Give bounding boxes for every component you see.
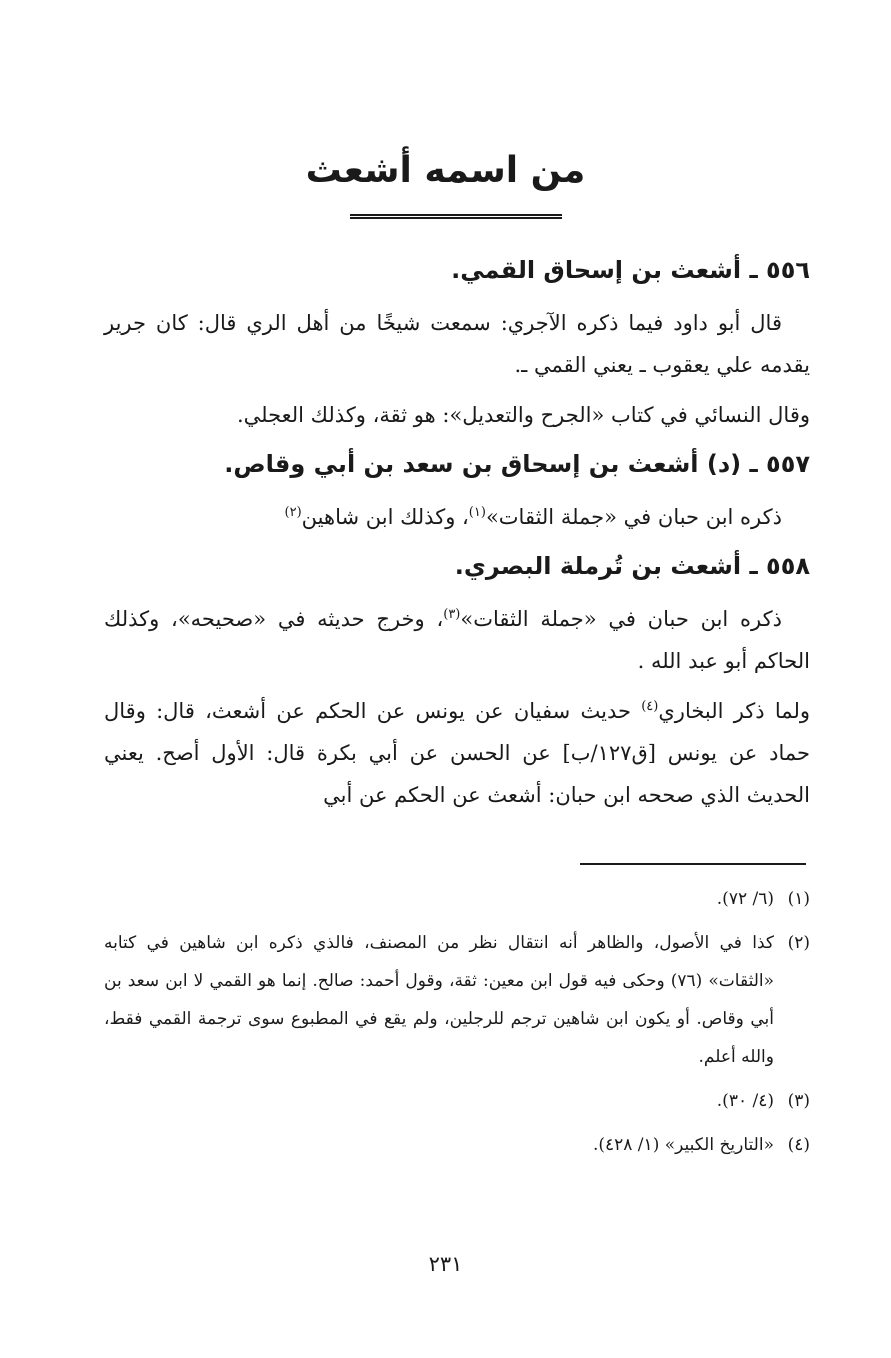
footnote-ref[interactable]: (٣) xyxy=(443,607,461,622)
footnotes xyxy=(104,880,810,1170)
entry-heading: ٥٥٧ ـ (د) أشعث بن إسحاق بن سعد بن أبي وقاص. xyxy=(224,450,810,478)
footnote-number: (٢) xyxy=(787,933,810,953)
footnote-number: (٤) xyxy=(787,1135,810,1155)
title-divider xyxy=(350,214,562,219)
footnote-item xyxy=(104,924,810,1076)
footnote-divider xyxy=(580,863,806,865)
paragraph-text: حديث سفيان عن يونس عن الحكم عن أشعث، قال: وقال حماد عن يونس [ق١٢٧/ب] عن الحسن عن أبي بكرة قال: الأول أصح. يعني الحديث الذي صححه ابن حبان: أشعث عن الحكم عن أبي xyxy=(104,699,810,807)
footnote-text: (٦/ ٧٢). xyxy=(716,889,774,909)
entry-heading: ٥٥٨ ـ أشعث بن تُرملة البصري. xyxy=(454,552,810,580)
entry-heading: ٥٥٦ ـ أشعث بن إسحاق القمي. xyxy=(451,256,810,284)
footnote-item xyxy=(104,1126,810,1164)
footnote-text: (٤/ ٣٠). xyxy=(716,1091,774,1111)
entry-paragraph: قال أبو داود فيما ذكره الآجري: سمعت شيخًا من أهل الري قال: كان جرير يقدمه علي يعقوب ـ يعني القمي ـ. xyxy=(104,311,810,377)
entry-paragraph xyxy=(104,598,810,682)
paragraph-text: ، وكذلك ابن شاهين xyxy=(301,505,469,529)
entry-paragraph: وقال النسائي في كتاب «الجرح والتعديل»: هو ثقة، وكذلك العجلي. xyxy=(236,403,810,427)
paragraph-text: ولما ذكر البخاري xyxy=(658,699,810,723)
paragraph-text: ذكره ابن حبان في «جملة الثقات» xyxy=(485,505,782,529)
footnote-ref[interactable]: (٢) xyxy=(284,505,302,520)
footnote-item xyxy=(104,880,810,918)
page-number: ٢٣١ xyxy=(428,1252,463,1276)
entry-paragraph xyxy=(104,496,810,538)
footnote-number: (١) xyxy=(787,889,810,909)
paragraph-text: ذكره ابن حبان في «جملة الثقات» xyxy=(460,607,782,631)
footnote-ref[interactable]: (٤) xyxy=(641,699,659,714)
footnote-text: «التاريخ الكبير» (١/ ٤٢٨). xyxy=(592,1135,774,1155)
main-text xyxy=(104,250,810,824)
entry-556 xyxy=(104,250,810,436)
page-title: من اسمه أشعث xyxy=(305,150,586,191)
footnote-text: كذا في الأصول، والظاهر أنه انتقال نظر من المصنف، فالذي ذكره ابن شاهين في كتابه «الثقات» (٧٦) وحكى فيه قول ابن معين: ثقة، وقول أحمد: صالح. إنما هو القمي لا ابن سعد بن أبي وقاص. أو يكون ابن شاهين ترجم للرجلين، ولم يقع في المطبوع سوى ترجمة القمي فقط، والله أعلم. xyxy=(104,933,774,1067)
footnote-ref[interactable]: (١) xyxy=(468,505,486,520)
footnote-number: (٣) xyxy=(787,1091,810,1111)
entry-558 xyxy=(104,546,810,816)
entry-557 xyxy=(104,444,810,538)
paragraph-text: ، وخرج حديثه في «صحيحه»، وكذلك الحاكم أبو عبد الله . xyxy=(104,607,810,673)
footnote-item xyxy=(104,1082,810,1120)
entry-paragraph xyxy=(104,690,810,816)
